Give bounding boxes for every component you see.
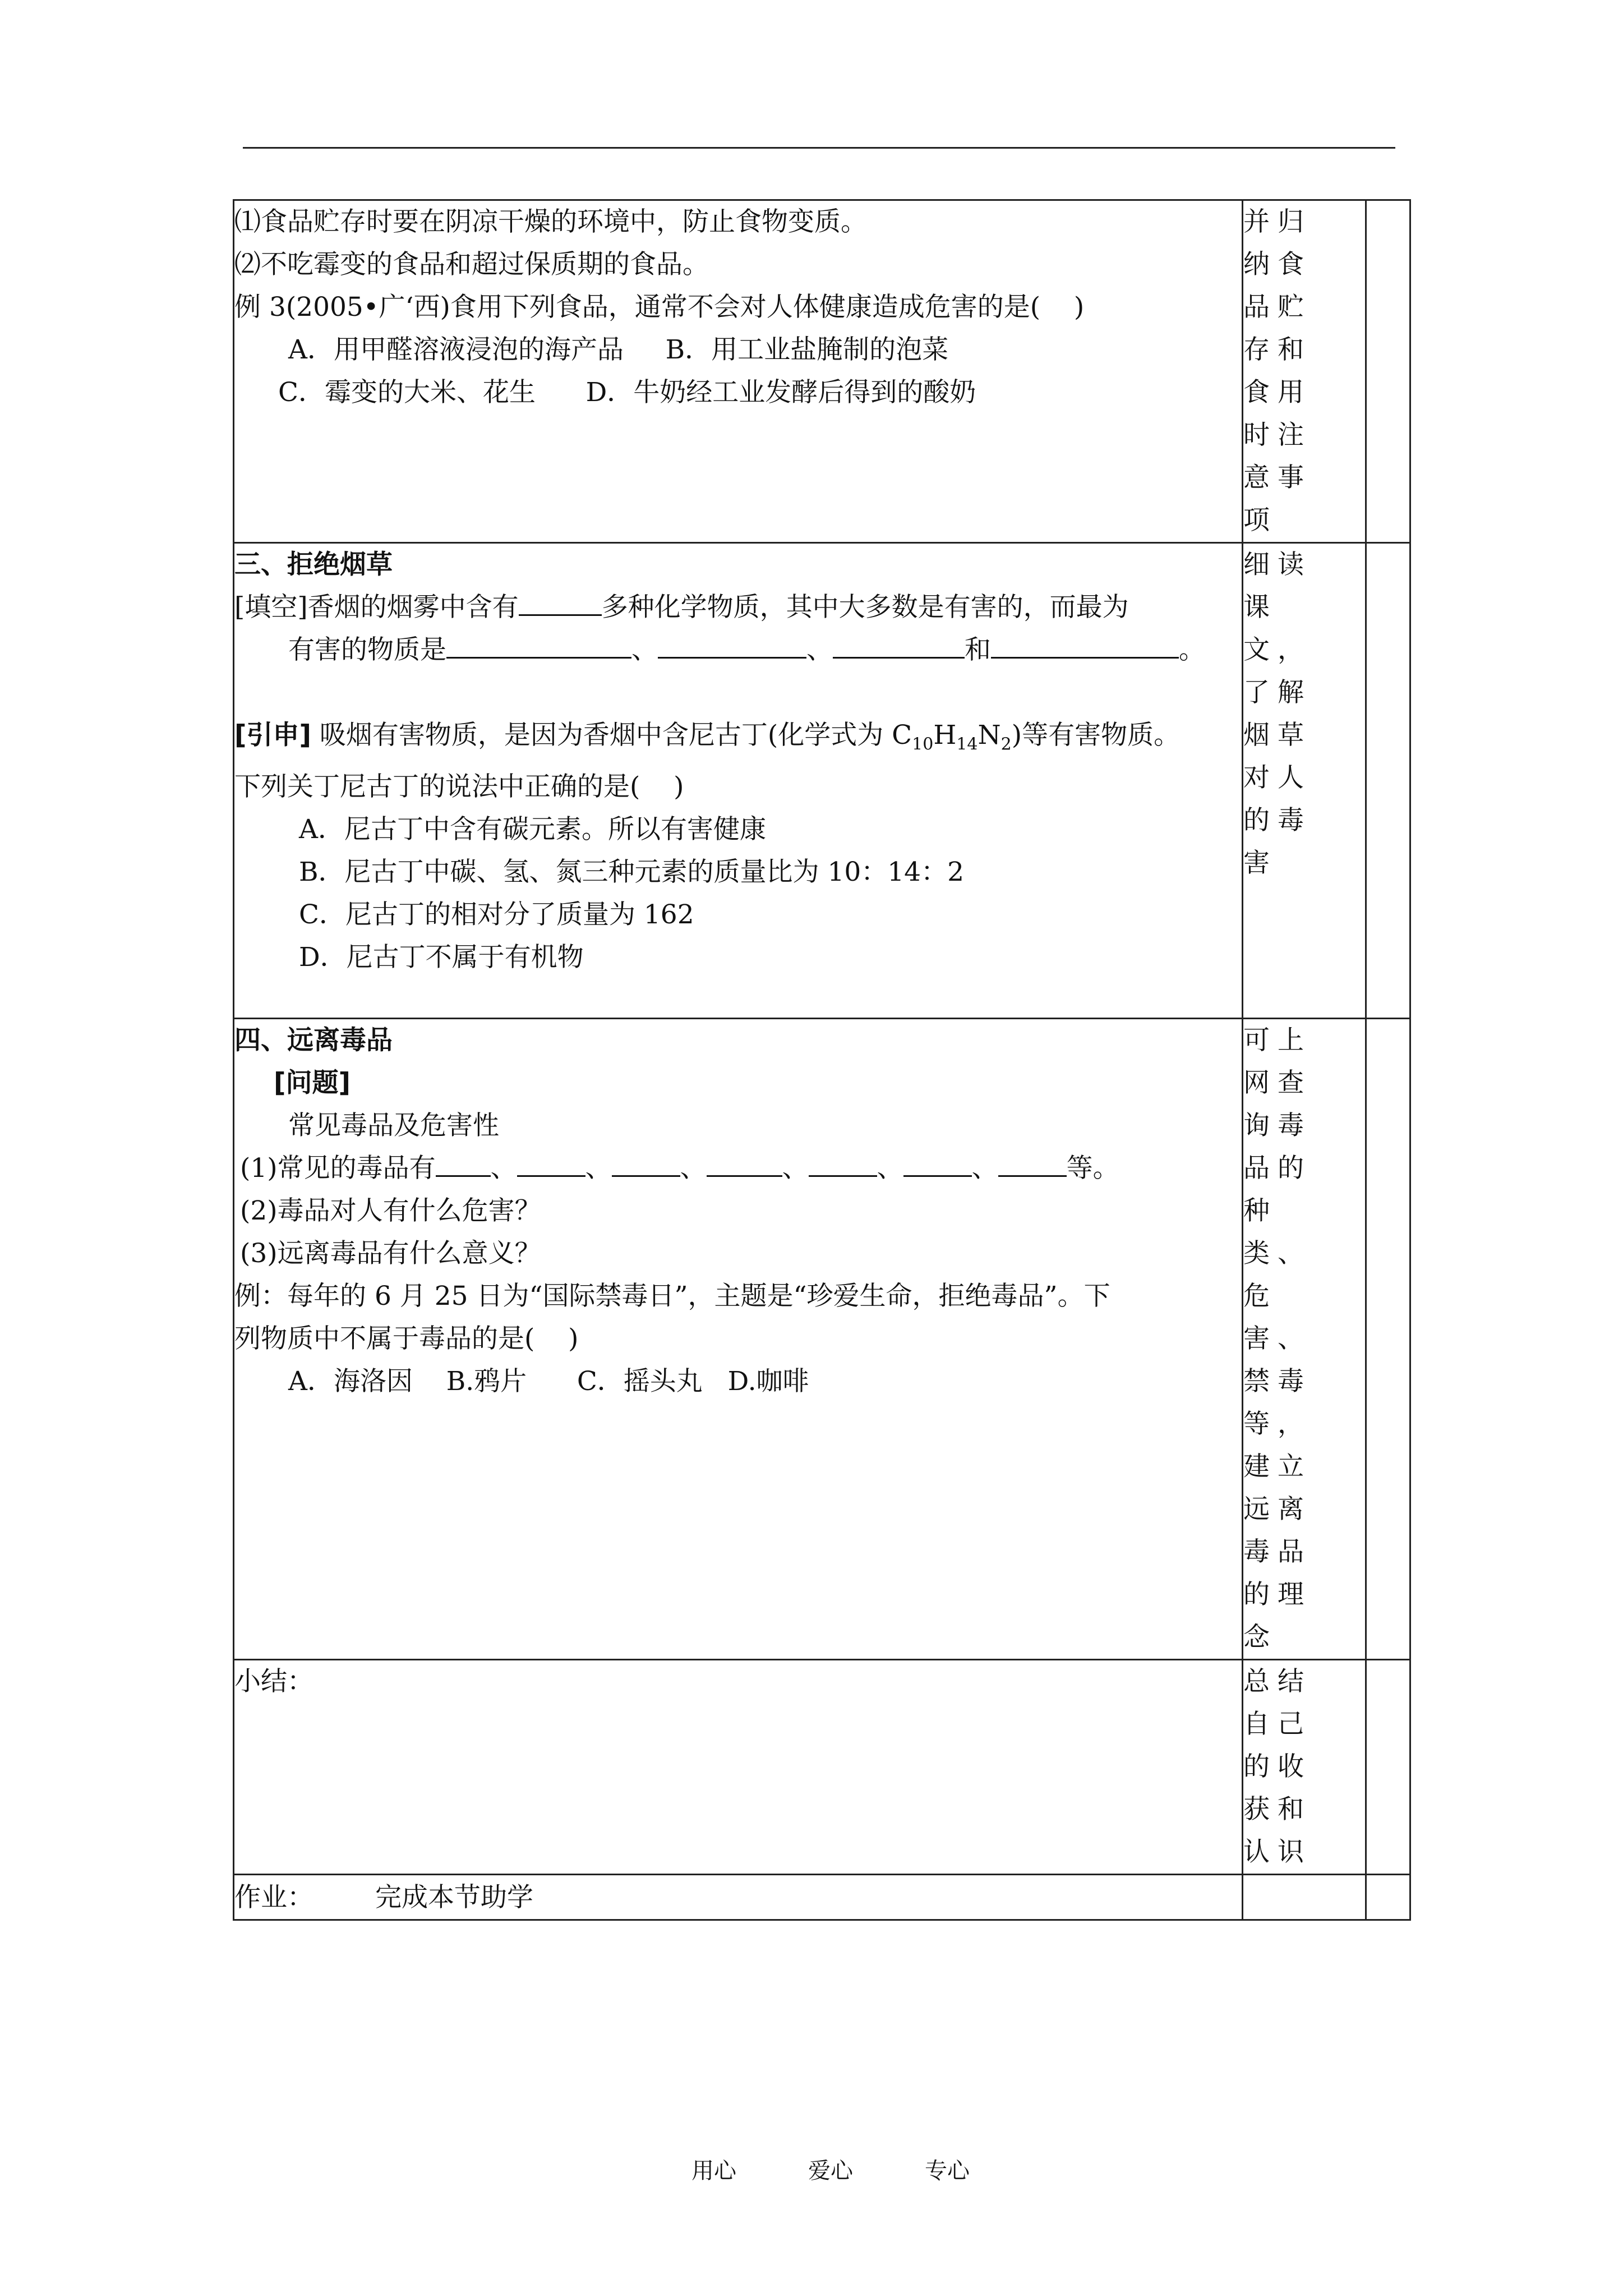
separator: 、: [585, 1153, 612, 1184]
drug-example-options: A．海洛因 B.鸦片 C．摇头丸 D.咖啡: [288, 1366, 809, 1397]
food-storage-row: [234, 200, 1410, 543]
example-3-options-cd: C．霉变的大米、花生 D．牛奶经工业发酵后得到的酸奶: [278, 377, 976, 408]
nicotine-option-a: A．尼古丁中含有碳元素。所以有害健康: [299, 814, 766, 845]
formula-element: H: [933, 720, 957, 751]
nicotine-option-d: D．尼古丁不属于有机物: [299, 942, 584, 973]
drug-row: [234, 1019, 1410, 1660]
fill-text-c: 有害的物质是: [288, 634, 446, 665]
drug-blank-6[interactable]: [903, 1153, 972, 1177]
fill-blank-2[interactable]: [658, 634, 806, 659]
separator: 、: [680, 1153, 707, 1184]
fill-text-a: [填空]香烟的烟雾中含有: [234, 592, 519, 623]
drug-title: 四、远离毒品: [234, 1025, 393, 1056]
homework-cell: [234, 1875, 1243, 1920]
separator: 、: [490, 1153, 517, 1184]
period: 。: [1179, 634, 1205, 665]
drug-question-2: (2)毒品对人有什么危害？: [240, 1195, 541, 1226]
summary-label: 小结：: [234, 1666, 313, 1697]
example-3-question: 例 3(2005•广‘西)食用下列食品，通常不会对人体健康造成危害的是( ): [234, 292, 1085, 323]
example-3-options-ab: A．用甲醛溶液浸泡的海产品 B．用工业盐腌制的泡菜: [288, 334, 949, 365]
tobacco-fill-line-1: [234, 586, 1242, 629]
drug-blank-1[interactable]: [436, 1153, 491, 1177]
food-side-note-cell: [1243, 200, 1366, 543]
tobacco-fill-line-2: [234, 629, 1242, 671]
tobacco-extra-cell: [1366, 543, 1410, 1019]
formula-subscript: 10: [912, 734, 934, 754]
extend-text-a: 吸烟有害物质，是因为香烟中含尼古丁(化学式为 C: [311, 720, 912, 751]
drug-blank-2[interactable]: [517, 1153, 585, 1177]
separator: 、: [971, 1153, 998, 1184]
extend-line: [234, 714, 1242, 766]
separator: 、: [631, 634, 658, 665]
separator: 、: [782, 1153, 809, 1184]
fill-blank-1[interactable]: [446, 634, 631, 659]
tobacco-row: [234, 543, 1410, 1019]
tobacco-side-note: 细读课文，了解烟草对人的毒害: [1243, 549, 1312, 878]
formula-subscript: 14: [956, 734, 978, 754]
page-footer: [691, 2153, 970, 2185]
summary-row: [234, 1660, 1410, 1875]
lesson-table: [233, 199, 1411, 1921]
homework-side-cell: [1243, 1875, 1366, 1920]
separator: 、: [806, 634, 833, 665]
fill-blank-3[interactable]: [833, 634, 965, 659]
footer-word-1: 用心: [691, 2158, 736, 2184]
footer-word-3: 专心: [925, 2158, 970, 2184]
tobacco-cell: [234, 543, 1243, 1019]
homework-label: 作业：: [234, 1882, 313, 1913]
summary-extra-cell: [1366, 1660, 1410, 1875]
homework-row: [234, 1875, 1410, 1920]
food-storage-cell: [234, 200, 1243, 543]
problem-label: [问题]: [274, 1068, 351, 1098]
food-side-note: 并归纳食品贮存和食用时注意事项: [1243, 206, 1312, 536]
drug-blank-7[interactable]: [998, 1153, 1067, 1177]
drug-subtitle: 常见毒品及危害性: [288, 1110, 499, 1141]
q1-text: (1)常见的毒品有: [240, 1153, 436, 1184]
drug-question-1: [234, 1147, 1242, 1190]
summary-cell: [234, 1660, 1243, 1875]
extend-text-b: )等有害物质。: [1011, 720, 1181, 751]
extend-label: [引申]: [234, 720, 311, 751]
drug-question-3: (3)远离毒品有什么意义？: [240, 1238, 541, 1269]
separator: 、: [877, 1153, 903, 1184]
homework-line: [234, 1876, 1242, 1919]
drug-example-line-2: 列物质中不属于毒品的是( ): [234, 1323, 579, 1354]
drug-example-line-1: 例：每年的 6 月 25 日为“国际禁毒日”，主题是“珍爱生命，拒绝毒品”。下: [234, 1281, 1110, 1312]
summary-side-note: 总结自己的收获和认识: [1243, 1666, 1312, 1867]
tobacco-title: 三、拒绝烟草: [234, 549, 393, 580]
nicotine-option-b: B．尼古丁中碳、氢、氮三种元素的质量比为 10：14：2: [299, 857, 964, 888]
drug-side-note: 可上网查询毒品的种类、危害、禁毒等，建立远离毒品的理念: [1243, 1025, 1312, 1653]
drug-blank-3[interactable]: [612, 1153, 680, 1177]
conjunction: 和: [965, 634, 991, 665]
summary-side-note-cell: [1243, 1660, 1366, 1875]
formula-subscript: 2: [1000, 734, 1012, 754]
drug-cell: [234, 1019, 1243, 1660]
nicotine-option-c: C．尼古丁的相对分了质量为 162: [299, 899, 694, 931]
formula-element: N: [978, 720, 1001, 751]
nicotine-question: 下列关丁尼古丁的说法中正确的是( ): [234, 771, 684, 803]
homework-text: 完成本节助学: [375, 1882, 533, 1913]
food-rule-2: ⑵不吃霉变的食品和超过保质期的食品。: [234, 249, 709, 280]
fill-blank-count[interactable]: [519, 592, 602, 616]
homework-extra-cell: [1366, 1875, 1410, 1920]
drug-side-note-cell: [1243, 1019, 1366, 1660]
fill-text-b: 多种化学物质，其中大多数是有害的，而最为: [601, 592, 1129, 623]
spacer: [234, 671, 1242, 714]
drug-extra-cell: [1366, 1019, 1410, 1660]
drug-blank-4[interactable]: [707, 1153, 782, 1177]
q1-end: 等。: [1066, 1153, 1119, 1184]
footer-word-2: 爱心: [808, 2158, 853, 2184]
drug-blank-5[interactable]: [809, 1153, 877, 1177]
food-extra-cell: [1366, 200, 1410, 543]
food-rule-1: ⑴食品贮存时要在阴凉干燥的环境中，防止食物变质。: [234, 206, 867, 237]
fill-blank-4[interactable]: [991, 634, 1179, 659]
tobacco-side-note-cell: [1243, 543, 1366, 1019]
header-rule: [243, 147, 1395, 149]
